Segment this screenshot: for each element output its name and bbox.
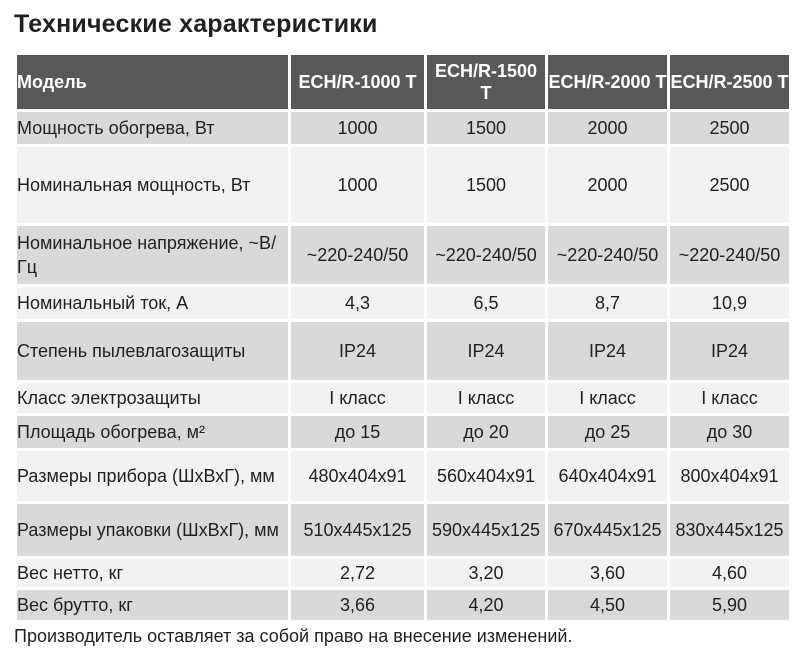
cell-value: 10,9: [670, 287, 789, 319]
table-row-protection-class: [17, 383, 789, 413]
cell-value: 1500: [427, 112, 545, 144]
cell-value: 1500: [427, 147, 545, 223]
row-label: Мощность обогрева, Вт: [17, 112, 288, 144]
cell-value: 4,50: [548, 590, 667, 620]
row-label: Степень пылевлагозащиты: [17, 322, 288, 380]
cell-value: до 20: [427, 416, 545, 448]
table-header-row: [17, 55, 789, 109]
row-label: Номинальное напряжение, ~В/Гц: [17, 226, 288, 284]
table-row-nominal-voltage: [17, 226, 789, 284]
header-model-label: Модель: [17, 55, 288, 109]
row-label: Класс электрозащиты: [17, 383, 288, 413]
row-label: Площадь обогрева, м²: [17, 416, 288, 448]
cell-value: I класс: [548, 383, 667, 413]
table-row-ip-rating: [17, 322, 789, 380]
table-row-package-dimensions: [17, 504, 789, 556]
row-label: Вес брутто, кг: [17, 590, 288, 620]
cell-value: ~220-240/50: [548, 226, 667, 284]
cell-value: 6,5: [427, 287, 545, 319]
cell-value: 1000: [291, 147, 424, 223]
cell-value: 3,66: [291, 590, 424, 620]
header-model-1500: ECH/R-1500 T: [427, 55, 545, 109]
header-model-2000: ECH/R-2000 T: [548, 55, 667, 109]
cell-value: 2000: [548, 112, 667, 144]
cell-value: 3,20: [427, 559, 545, 587]
table-row-net-weight: [17, 559, 789, 587]
cell-value: IP24: [427, 322, 545, 380]
table-row-nominal-current: [17, 287, 789, 319]
row-label: Размеры упаковки (ШхВхГ), мм: [17, 504, 288, 556]
table-row-heating-power: [17, 112, 789, 144]
cell-value: 510x445x125: [291, 504, 424, 556]
cell-value: 1000: [291, 112, 424, 144]
cell-value: 5,90: [670, 590, 789, 620]
row-label: Номинальная мощность, Вт: [17, 147, 288, 223]
table-row-device-dimensions: [17, 451, 789, 501]
row-label: Размеры прибора (ШхВхГ), мм: [17, 451, 288, 501]
cell-value: 670x445x125: [548, 504, 667, 556]
row-label: Номинальный ток, А: [17, 287, 288, 319]
cell-value: 2000: [548, 147, 667, 223]
cell-value: 830x445x125: [670, 504, 789, 556]
cell-value: IP24: [291, 322, 424, 380]
cell-value: I класс: [291, 383, 424, 413]
cell-value: 4,60: [670, 559, 789, 587]
cell-value: I класс: [670, 383, 789, 413]
table-row-heating-area: [17, 416, 789, 448]
cell-value: 3,60: [548, 559, 667, 587]
cell-value: 590x445x125: [427, 504, 545, 556]
table-row-nominal-power: [17, 147, 789, 223]
cell-value: IP24: [548, 322, 667, 380]
cell-value: ~220-240/50: [427, 226, 545, 284]
cell-value: 4,20: [427, 590, 545, 620]
page-title: Технические характеристики: [14, 10, 378, 38]
cell-value: 480x404x91: [291, 451, 424, 501]
cell-value: 640x404x91: [548, 451, 667, 501]
row-label: Вес нетто, кг: [17, 559, 288, 587]
footnote: Производитель оставляет за собой право на внесение изменений.: [14, 626, 573, 646]
cell-value: до 25: [548, 416, 667, 448]
cell-value: до 15: [291, 416, 424, 448]
table-row-gross-weight: [17, 590, 789, 620]
cell-value: 2500: [670, 147, 789, 223]
cell-value: 8,7: [548, 287, 667, 319]
cell-value: I класс: [427, 383, 545, 413]
spec-table: [14, 52, 792, 623]
cell-value: IP24: [670, 322, 789, 380]
cell-value: 2500: [670, 112, 789, 144]
cell-value: 800x404x91: [670, 451, 789, 501]
cell-value: 560x404x91: [427, 451, 545, 501]
header-model-1000: ECH/R-1000 T: [291, 55, 424, 109]
header-model-2500: ECH/R-2500 T: [670, 55, 789, 109]
cell-value: ~220-240/50: [291, 226, 424, 284]
cell-value: 4,3: [291, 287, 424, 319]
cell-value: 2,72: [291, 559, 424, 587]
cell-value: ~220-240/50: [670, 226, 789, 284]
cell-value: до 30: [670, 416, 789, 448]
